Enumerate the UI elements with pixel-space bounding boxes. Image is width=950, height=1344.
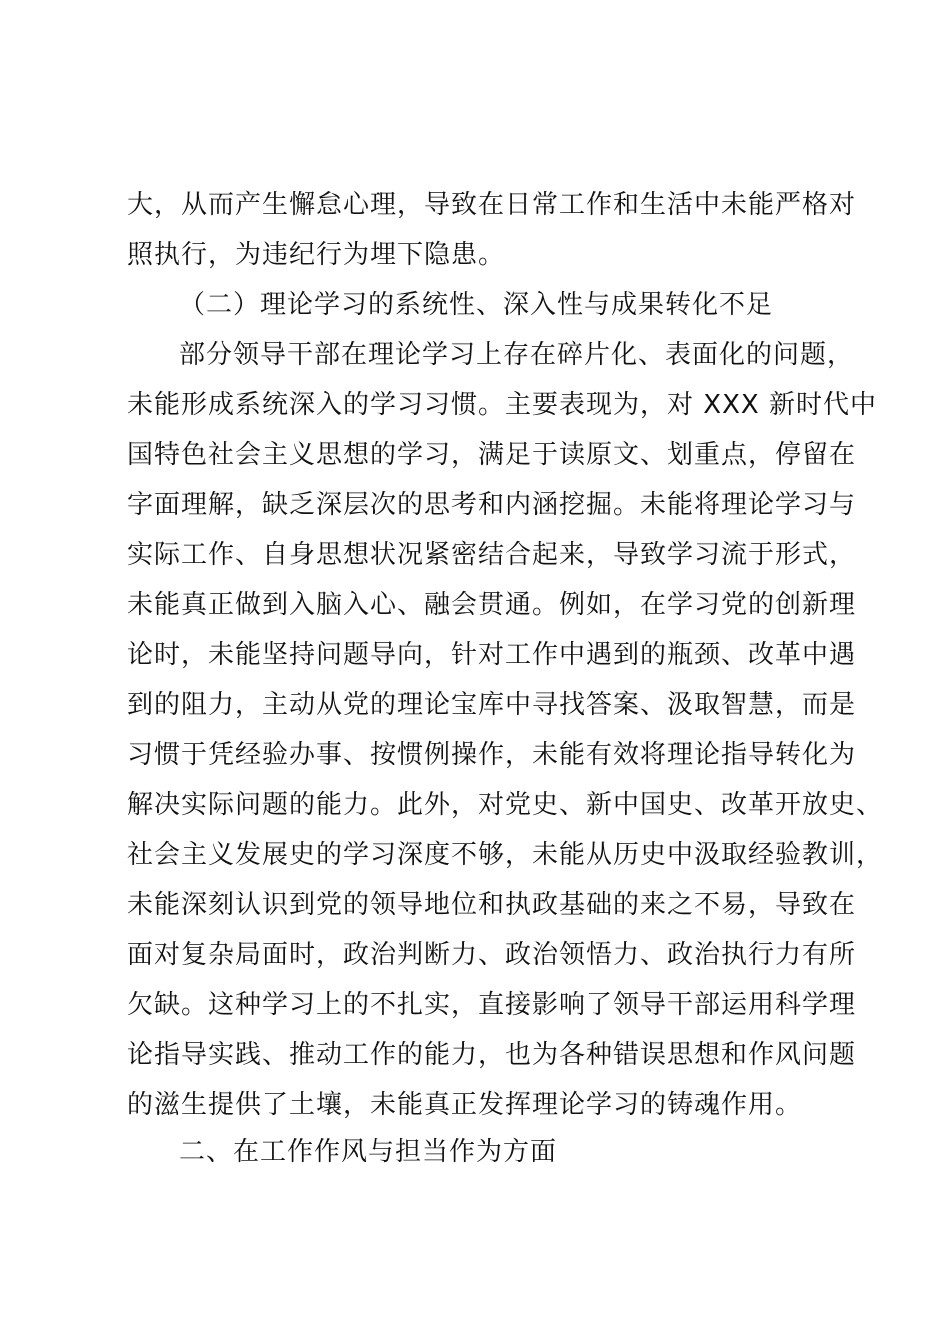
text-line: 解决实际问题的能力。此外，对党史、新中国史、改革开放史、 xyxy=(127,790,884,820)
text-line: 国特色社会主义思想的学习，满足于读原文、划重点，停留在 xyxy=(127,440,857,470)
subheading: （二）理论学习的系统性、深入性与成果转化不足 xyxy=(179,290,774,320)
subheading-block xyxy=(127,280,837,330)
text-line: 实际工作、自身思想状况紧密结合起来，导致学习流于形式， xyxy=(127,540,857,570)
text-line: 欠缺。这种学习上的不扎实，直接影响了领导干部运用科学理 xyxy=(127,990,857,1020)
text-line: 大，从而产生懈怠心理，导致在日常工作和生活中未能严格对 xyxy=(127,190,857,220)
text-line: 部分领导干部在理论学习上存在碎片化、表面化的问题， xyxy=(179,340,855,370)
text-line: 未能深刻认识到党的领导地位和执政基础的来之不易，导致在 xyxy=(127,890,857,920)
text-line: 面对复杂局面时，政治判断力、政治领悟力、政治执行力有所 xyxy=(127,940,857,970)
section-heading: 二、在工作作风与担当作为方面 xyxy=(179,1137,558,1167)
text-line: 照执行，为违纪行为埋下隐患。 xyxy=(127,240,506,270)
body-paragraph xyxy=(127,330,884,1130)
text-line: 字面理解，缺乏深层次的思考和内涵挖掘。未能将理论学习与 xyxy=(127,490,857,520)
text-line: 的滋生提供了土壤，未能真正发挥理论学习的铸魂作用。 xyxy=(127,1090,803,1120)
section-heading-block xyxy=(127,1127,837,1177)
text-line: 社会主义发展史的学习深度不够，未能从历史中汲取经验教训， xyxy=(127,840,884,870)
text-line: 论指导实践、推动工作的能力，也为各种错误思想和作风问题 xyxy=(127,1040,857,1070)
text-line: 未能形成系统深入的学习习惯。主要表现为，对 XXX 新时代中 xyxy=(127,390,877,420)
text-line: 论时，未能坚持问题导向，针对工作中遇到的瓶颈、改革中遇 xyxy=(127,640,857,670)
continuation-paragraph xyxy=(127,180,857,280)
text-line: 习惯于凭经验办事、按惯例操作，未能有效将理论指导转化为 xyxy=(127,740,857,770)
text-line: 未能真正做到入脑入心、融会贯通。例如，在学习党的创新理 xyxy=(127,590,857,620)
text-line: 到的阻力，主动从党的理论宝库中寻找答案、汲取智慧，而是 xyxy=(127,690,857,720)
